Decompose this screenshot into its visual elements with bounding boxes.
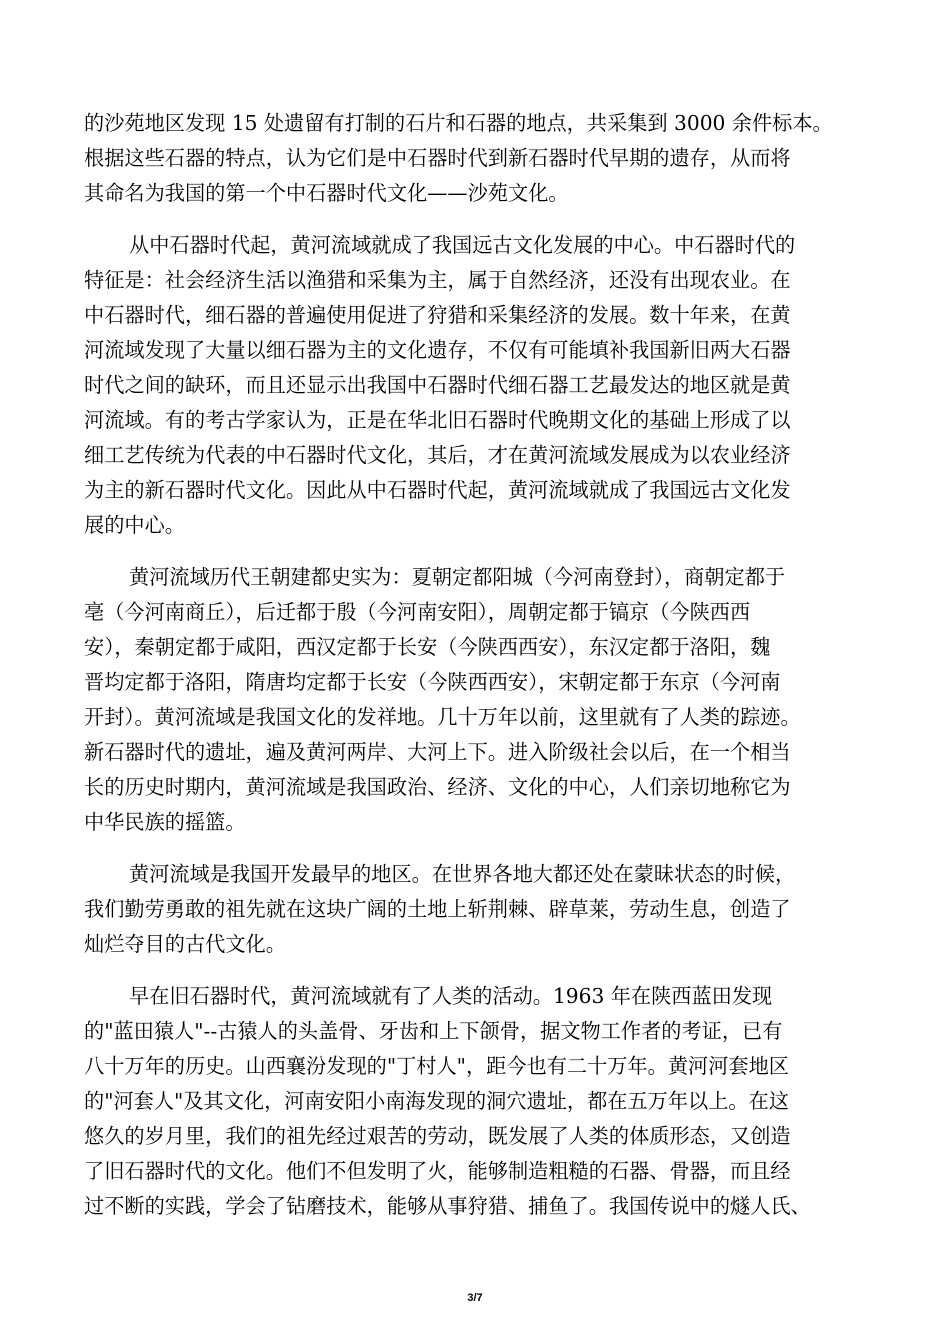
text-line: 的"河套人"及其文化，河南安阳小南海发现的洞穴遗址，都在五万年以上。在这 (84, 1089, 789, 1113)
text-line: 细工艺传统为代表的中石器时代文化，其后，才在黄河流域发展成为以农业经济 (84, 443, 791, 467)
text-line: 的"蓝田猿人"--古猿人的头盖骨、牙齿和上下颌骨，据文物工作者的考证，已有 (84, 1019, 783, 1043)
text-line: 中石器时代，细石器的普遍使用促进了狩猎和采集经济的发展。数十年来，在黄 (84, 303, 791, 327)
text-line: 的沙苑地区发现 15 处遗留有打制的石片和石器的地点，共采集到 3000 余件标本。 (84, 111, 833, 135)
text-line: 我们勤劳勇敢的祖先就在这块广阔的土地上斩荆棘、辟草莱，劳动生息，创造了 (84, 897, 791, 921)
text-line: 中华民族的摇篮。 (84, 810, 246, 834)
text-line: 黄河流域是我国开发最早的地区。在世界各地大都还处在蒙昧状态的时候， (129, 862, 796, 886)
text-line: 灿烂夺目的古代文化。 (84, 932, 286, 956)
text-line: 根据这些石器的特点，认为它们是中石器时代到新石器时代早期的遗存，从而将 (84, 146, 791, 170)
text-line: 了旧石器时代的文化。他们不但发明了火，能够制造粗糙的石器、骨器，而且经 (84, 1159, 791, 1183)
text-line: 河流域。有的考古学家认为，正是在华北旧石器时代晚期文化的基础上形成了以 (84, 408, 791, 432)
text-line: 开封）。黄河流域是我国文化的发祥地。几十万年以前，这里就有了人类的踪迹。 (84, 705, 801, 729)
text-line: 展的中心。 (84, 513, 185, 537)
text-line: 长的历史时期内，黄河流域是我国政治、经济、文化的中心，人们亲切地称它为 (84, 775, 791, 799)
text-line: 为主的新石器时代文化。因此从中石器时代起，黄河流域就成了我国远古文化发 (84, 478, 791, 502)
text-line: 黄河流域历代王朝建都史实为：夏朝定都阳城（今河南登封），商朝定都于 (129, 565, 786, 589)
text-line: 八十万年的历史。山西襄汾发现的"丁村人"，距今也有二十万年。黄河河套地区 (84, 1054, 789, 1078)
text-line: 晋均定都于洛阳，隋唐均定都于长安（今陕西西安），宋朝定都于东京（今河南 (84, 670, 781, 694)
text-line: 河流域发现了大量以细石器为主的文化遗存，不仅有可能填补我国新旧两大石器 (84, 338, 791, 362)
text-line: 过不断的实践，学会了钻磨技术，能够从事狩猎、捕鱼了。我国传说中的燧人氏、 (84, 1194, 811, 1218)
text-line: 悠久的岁月里，我们的祖先经过艰苦的劳动，既发展了人类的体质形态，又创造 (84, 1124, 791, 1148)
text-line: 安），秦朝定都于咸阳，西汉定都于长安（今陕西西安），东汉定都于洛阳，魏 (84, 635, 771, 659)
text-line: 从中石器时代起，黄河流域就成了我国远古文化发展的中心。中石器时代的 (129, 233, 796, 257)
text-line: 其命名为我国的第一个中石器时代文化——沙苑文化。 (84, 181, 569, 205)
text-line: 时代之间的缺环，而且还显示出我国中石器时代细石器工艺最发达的地区就是黄 (84, 373, 791, 397)
text-line: 亳（今河南商丘），后迁都于殷（今河南安阳），周朝定都于镐京（今陕西西 (84, 600, 751, 624)
text-line: 特征是：社会经济生活以渔猎和采集为主，属于自然经济，还没有出现农业。在 (84, 268, 791, 292)
page-number: 3/7 (467, 1292, 483, 1304)
text-line: 早在旧石器时代，黄河流域就有了人类的活动。1963 年在陕西蓝田发现 (129, 984, 773, 1008)
text-line: 新石器时代的遗址，遍及黄河两岸、大河上下。进入阶级社会以后，在一个相当 (84, 740, 791, 764)
